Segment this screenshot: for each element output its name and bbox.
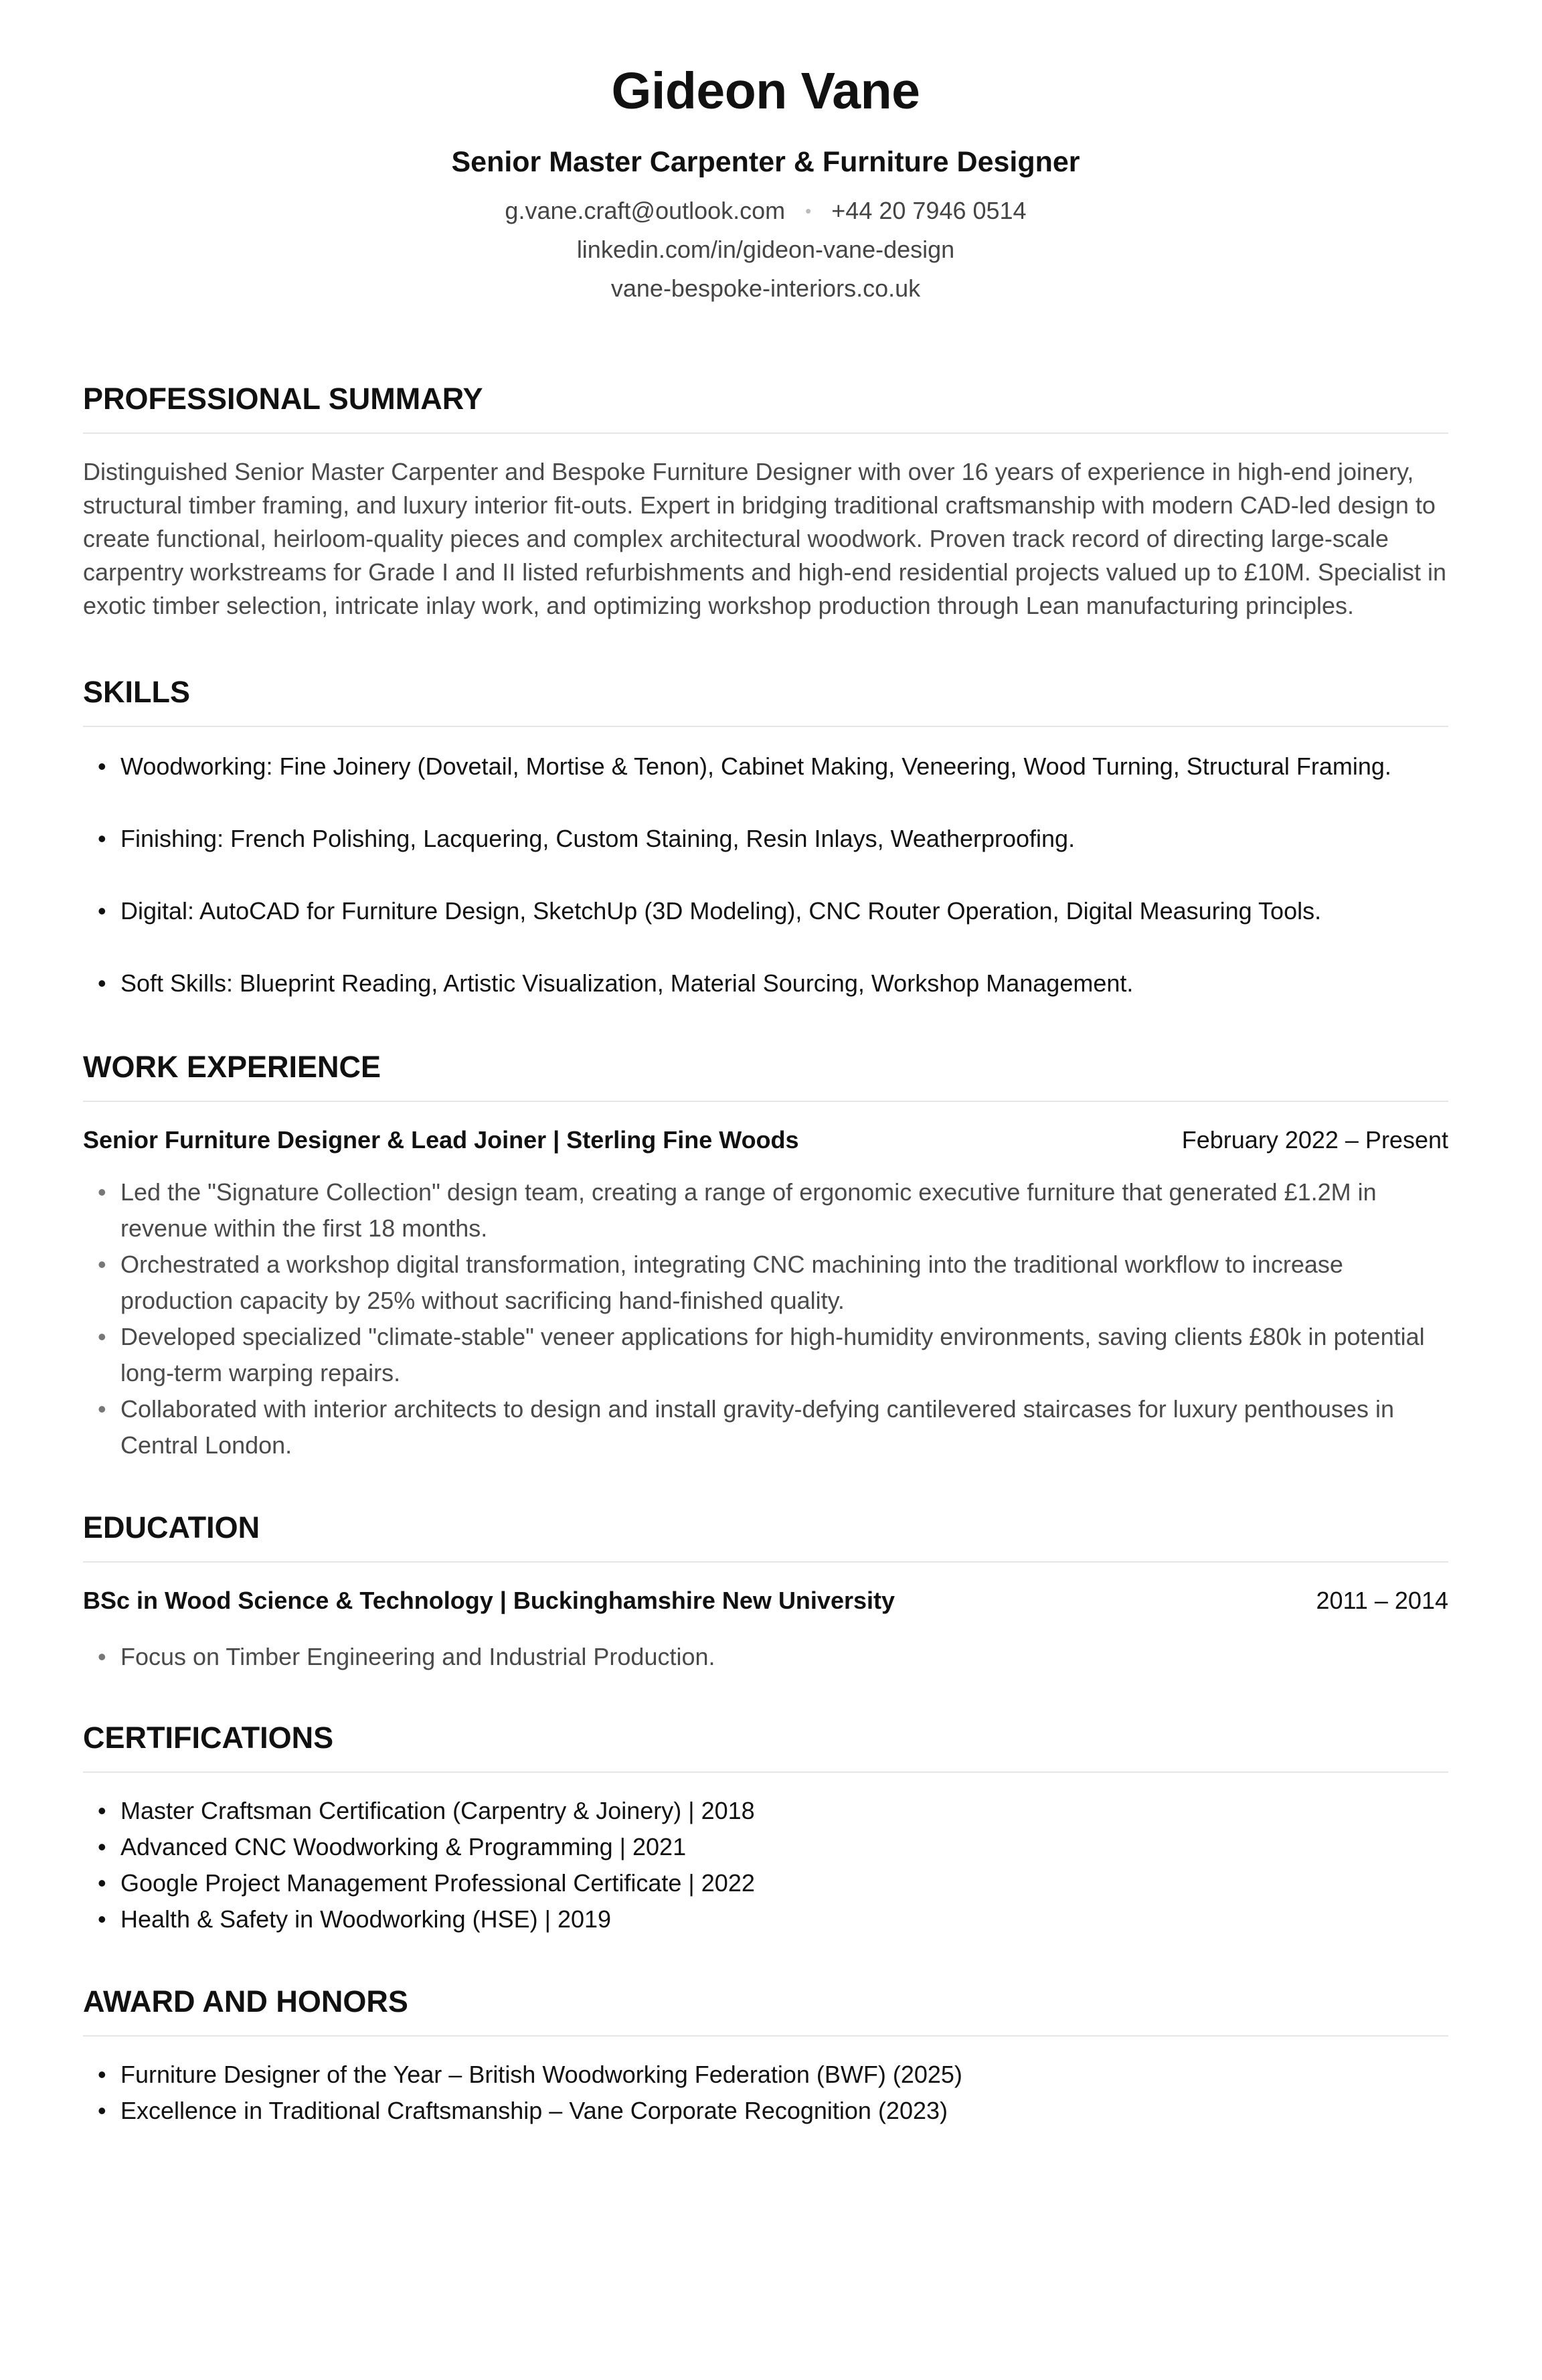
award-text: Excellence in Traditional Craftsmanship – Vane Corporate Recognition (2023)	[120, 2097, 948, 2124]
job-achievements-list	[83, 1174, 1448, 1463]
bullet-glyph: •	[98, 1323, 106, 1350]
award-item	[83, 2093, 1448, 2129]
achievement-item	[83, 1247, 1448, 1319]
bullet-glyph: •	[98, 1178, 106, 1206]
bullet-glyph: •	[98, 1905, 106, 1933]
bullet-glyph: •	[98, 969, 106, 997]
certification-text: Google Project Management Professional Certificate | 2022	[120, 1869, 755, 1897]
achievement-text: Developed specialized "climate-stable" veneer applications for high-humidity environments, saving clients £80k in potential long-term warping repairs.	[120, 1323, 1425, 1386]
achievement-item	[83, 1391, 1448, 1463]
section-heading-awards: AWARD AND HONORS	[83, 1983, 1448, 2037]
skill-text: Digital: AutoCAD for Furniture Design, SketchUp (3D Modeling), CNC Router Operation, Digital Measuring Tools.	[120, 897, 1322, 925]
section-heading-summary: PROFESSIONAL SUMMARY	[83, 380, 1448, 434]
education-header	[83, 1583, 1448, 1619]
bullet-glyph: •	[98, 1251, 106, 1278]
skill-text: Finishing: French Polishing, Lacquering, Custom Staining, Resin Inlays, Weatherproofing.	[120, 825, 1076, 852]
skills-list	[83, 748, 1448, 1002]
bullet-glyph: •	[98, 1869, 106, 1897]
education-detail-text: Focus on Timber Engineering and Industrial Production.	[120, 1643, 715, 1670]
awards-section	[83, 1983, 1448, 2129]
certification-item	[83, 1901, 1448, 1937]
bullet-glyph: •	[98, 2061, 106, 2088]
bullet-glyph: •	[98, 825, 106, 852]
job-dates: February 2022 – Present	[1181, 1126, 1448, 1154]
bullet-glyph: •	[98, 1395, 106, 1423]
awards-list	[83, 2057, 1448, 2129]
email-link[interactable]: g.vane.craft@outlook.com	[505, 197, 786, 224]
summary-text: Distinguished Senior Master Carpenter and Bespoke Furniture Designer with over 16 years of experience in high-end joinery, structural timber framing, and luxury interior fit-outs. Expert in bridging traditional craftsmanship with modern CAD-led design to create functional, heirloom-quality pieces and complex architectural woodwork. Proven track record of directing large-scale carpentry workstreams for Grade I and II listed refurbishments and high-end residential projects valued up to £10M. Specialist in exotic timber selection, intricate inlay work, and optimizing workshop production through Lean manufacturing principles.	[83, 458, 1447, 619]
section-heading-education: EDUCATION	[83, 1509, 1448, 1563]
candidate-title: Senior Master Carpenter & Furniture Designer	[451, 146, 1080, 178]
certification-text: Master Craftsman Certification (Carpentry & Joinery) | 2018	[120, 1797, 755, 1824]
bullet-glyph: •	[98, 897, 106, 925]
certification-text: Health & Safety in Woodworking (HSE) | 2019	[120, 1905, 612, 1933]
education-detail-item	[83, 1639, 1448, 1675]
education-details-list	[83, 1639, 1448, 1675]
achievement-item	[83, 1319, 1448, 1391]
skills-section	[83, 673, 1448, 1002]
phone-number: +44 20 7946 0514	[831, 197, 1027, 224]
certification-item	[83, 1829, 1448, 1865]
contact-line-primary	[83, 191, 1448, 230]
experience-section	[83, 1048, 1448, 1463]
skill-text: Woodworking: Fine Joinery (Dovetail, Mortise & Tenon), Cabinet Making, Veneering, Wood Turning, Structural Framing.	[120, 752, 1391, 780]
bullet-glyph: •	[98, 1797, 106, 1824]
skill-item	[83, 965, 1448, 1002]
job-title: Senior Furniture Designer & Lead Joiner | Sterling Fine Woods	[83, 1126, 799, 1154]
section-heading-skills: SKILLS	[83, 673, 1448, 727]
certification-item	[83, 1865, 1448, 1901]
resume-header	[83, 0, 1448, 308]
contact-separator: •	[805, 201, 812, 221]
bullet-glyph: •	[98, 1643, 106, 1670]
section-heading-experience: WORK EXPERIENCE	[83, 1048, 1448, 1102]
skill-item	[83, 893, 1448, 929]
degree-title: BSc in Wood Science & Technology | Buckinghamshire New University	[83, 1587, 895, 1614]
website-link[interactable]: vane-bespoke-interiors.co.uk	[610, 274, 921, 302]
education-dates: 2011 – 2014	[1316, 1587, 1448, 1614]
bullet-glyph: •	[98, 2097, 106, 2124]
skill-item	[83, 748, 1448, 785]
award-item	[83, 2057, 1448, 2093]
section-heading-certifications: CERTIFICATIONS	[83, 1719, 1448, 1773]
certifications-list	[83, 1793, 1448, 1937]
achievement-text: Orchestrated a workshop digital transformation, integrating CNC machining into the traditional workflow to increase production capacity by 25% without sacrificing hand-finished quality.	[120, 1251, 1343, 1314]
certifications-section	[83, 1719, 1448, 1937]
candidate-name: Gideon Vane	[611, 62, 920, 120]
bullet-glyph: •	[98, 1833, 106, 1860]
award-text: Furniture Designer of the Year – British Woodworking Federation (BWF) (2025)	[120, 2061, 962, 2088]
skill-text: Soft Skills: Blueprint Reading, Artistic Visualization, Material Sourcing, Workshop Management.	[120, 969, 1134, 997]
education-section	[83, 1509, 1448, 1675]
achievement-item	[83, 1174, 1448, 1247]
skill-item	[83, 821, 1448, 857]
summary-section	[83, 380, 1448, 623]
achievement-text: Collaborated with interior architects to design and install gravity-defying cantilevered staircases for luxury penthouses in Central London.	[120, 1395, 1394, 1459]
job-header	[83, 1122, 1448, 1158]
achievement-text: Led the "Signature Collection" design team, creating a range of ergonomic executive furniture that generated £1.2M in revenue within the first 18 months.	[120, 1178, 1377, 1242]
certification-text: Advanced CNC Woodworking & Programming | 2021	[120, 1833, 687, 1860]
certification-item	[83, 1793, 1448, 1829]
linkedin-link[interactable]: linkedin.com/in/gideon-vane-design	[576, 236, 955, 263]
bullet-glyph: •	[98, 752, 106, 780]
